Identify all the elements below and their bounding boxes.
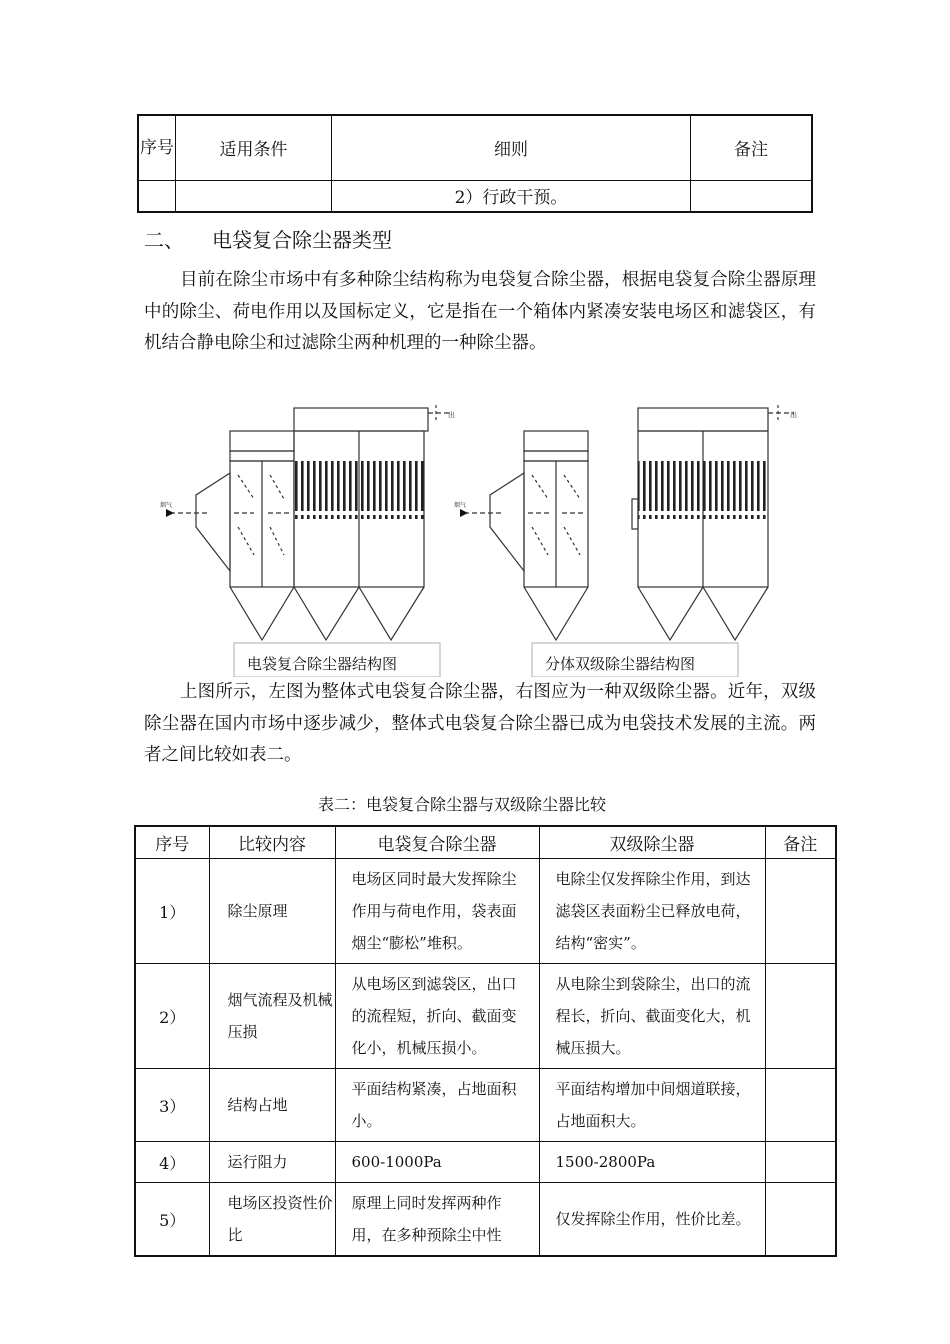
table1-header-condition: 适用条件: [176, 115, 332, 180]
table2-header-row: [135, 826, 836, 859]
table1-header-detail: 细则: [332, 115, 691, 180]
table2-row-two-stage: 1500-2800Pa: [539, 1142, 765, 1183]
table2-row-combined: 从电场区到滤袋区，出口的流程短，折向、截面变化小，机械压损小。: [335, 964, 539, 1069]
table2-header-two-stage: 双级除尘器: [539, 826, 765, 859]
inlet-arrow-icon: [460, 509, 468, 517]
table2-row-no: 3）: [135, 1069, 209, 1142]
table2-row-two-stage: 电除尘仅发挥除尘作用，到达滤袋区表面粉尘已释放电荷，结构“密实”。: [539, 859, 765, 964]
right-figure-caption: 分体双级除尘器结构图: [545, 655, 696, 673]
table-row: [135, 964, 836, 1069]
right-inlet-label: 烟气: [454, 502, 467, 509]
table2-row-combined: 600-1000Pa: [335, 1142, 539, 1183]
table2-row-note: [765, 859, 836, 964]
table2-row-two-stage: 仅发挥除尘作用，性价比差。: [539, 1183, 765, 1257]
table2-row-combined: 电场区同时最大发挥除尘作用与荷电作用，袋表面烟尘“膨松”堆积。: [335, 859, 539, 964]
table2-row-note: [765, 1069, 836, 1142]
table2-header-combined: 电袋复合除尘器: [335, 826, 539, 859]
table2-row-note: [765, 964, 836, 1069]
table-row: [135, 1142, 836, 1183]
table2-row-two-stage: 从电除尘到袋除尘，出口的流程长，折向、截面变化大，机械压损大。: [539, 964, 765, 1069]
table2-row-item: 除尘原理: [209, 859, 335, 964]
table2-row-no: 1）: [135, 859, 209, 964]
table2-caption: 表二：电袋复合除尘器与双级除尘器比较: [318, 795, 607, 814]
table-row: [135, 1183, 836, 1257]
left-outlet-label: 出: [448, 411, 455, 419]
table2-header-no: 序号: [135, 826, 209, 859]
table2-row-combined: 原理上同时发挥两种作用，在多种预除尘中性: [335, 1183, 539, 1257]
table-2: [134, 825, 837, 1257]
table1-cell: [138, 180, 176, 212]
paragraph-comparison: 上图所示，左图为整体式电袋复合除尘器，右图应为一种双级除尘器。近年，双级除尘器在国内市场中逐步减少，整体式电袋复合除尘器已成为电袋技术发展的主流。两者之间比较如表二。: [144, 682, 816, 765]
table2-row-no: 4）: [135, 1142, 209, 1183]
section-heading: [144, 224, 392, 253]
table1-header-note: 备注: [691, 115, 813, 180]
table1-cell: [176, 180, 332, 212]
table-row: [135, 859, 836, 964]
table1-header-no: 序号: [138, 115, 176, 180]
left-figure-caption: 电袋复合除尘器结构图: [247, 655, 398, 673]
table2-row-no: 2）: [135, 964, 209, 1069]
table2-row-item: 运行阻力: [209, 1142, 335, 1183]
table2-row-no: 5）: [135, 1183, 209, 1257]
table2-row-item: 电场区投资性价比: [209, 1183, 335, 1257]
table2-row-two-stage: 平面结构增加中间烟道联接，占地面积大。: [539, 1069, 765, 1142]
table2-row-combined: 平面结构紧凑，占地面积小。: [335, 1069, 539, 1142]
table-row: [135, 1069, 836, 1142]
table2-row-note: [765, 1142, 836, 1183]
table2-row-item: 结构占地: [209, 1069, 335, 1142]
table-1: [137, 114, 813, 213]
section-title: 电袋复合除尘器类型: [212, 228, 392, 252]
right-outlet-label: 出: [790, 411, 797, 419]
table2-header-note: 备注: [765, 826, 836, 859]
section-number: 二、: [144, 228, 184, 252]
table2-row-item: 烟气流程及机械压损: [209, 964, 335, 1069]
table2-header-item: 比较内容: [209, 826, 335, 859]
structure-diagram: [150, 395, 810, 677]
table1-cell: [691, 180, 813, 212]
paragraph-intro: 目前在除尘市场中有多种除尘结构称为电袋复合除尘器，根据电袋复合除尘器原理中的除尘、荷电作用以及国标定义，它是指在一个箱体内紧凑安装电场区和滤袋区，有机结合静电除尘和过滤除尘两种机理的一种除尘器。: [144, 270, 816, 353]
table2-row-note: [765, 1183, 836, 1257]
inlet-arrow-icon: [166, 509, 174, 517]
left-inlet-label: 烟气: [160, 502, 173, 509]
table1-cell: 2）行政干预。: [332, 180, 691, 212]
integrated-unit-drawing: [170, 405, 452, 677]
two-stage-unit-drawing: [464, 405, 794, 677]
